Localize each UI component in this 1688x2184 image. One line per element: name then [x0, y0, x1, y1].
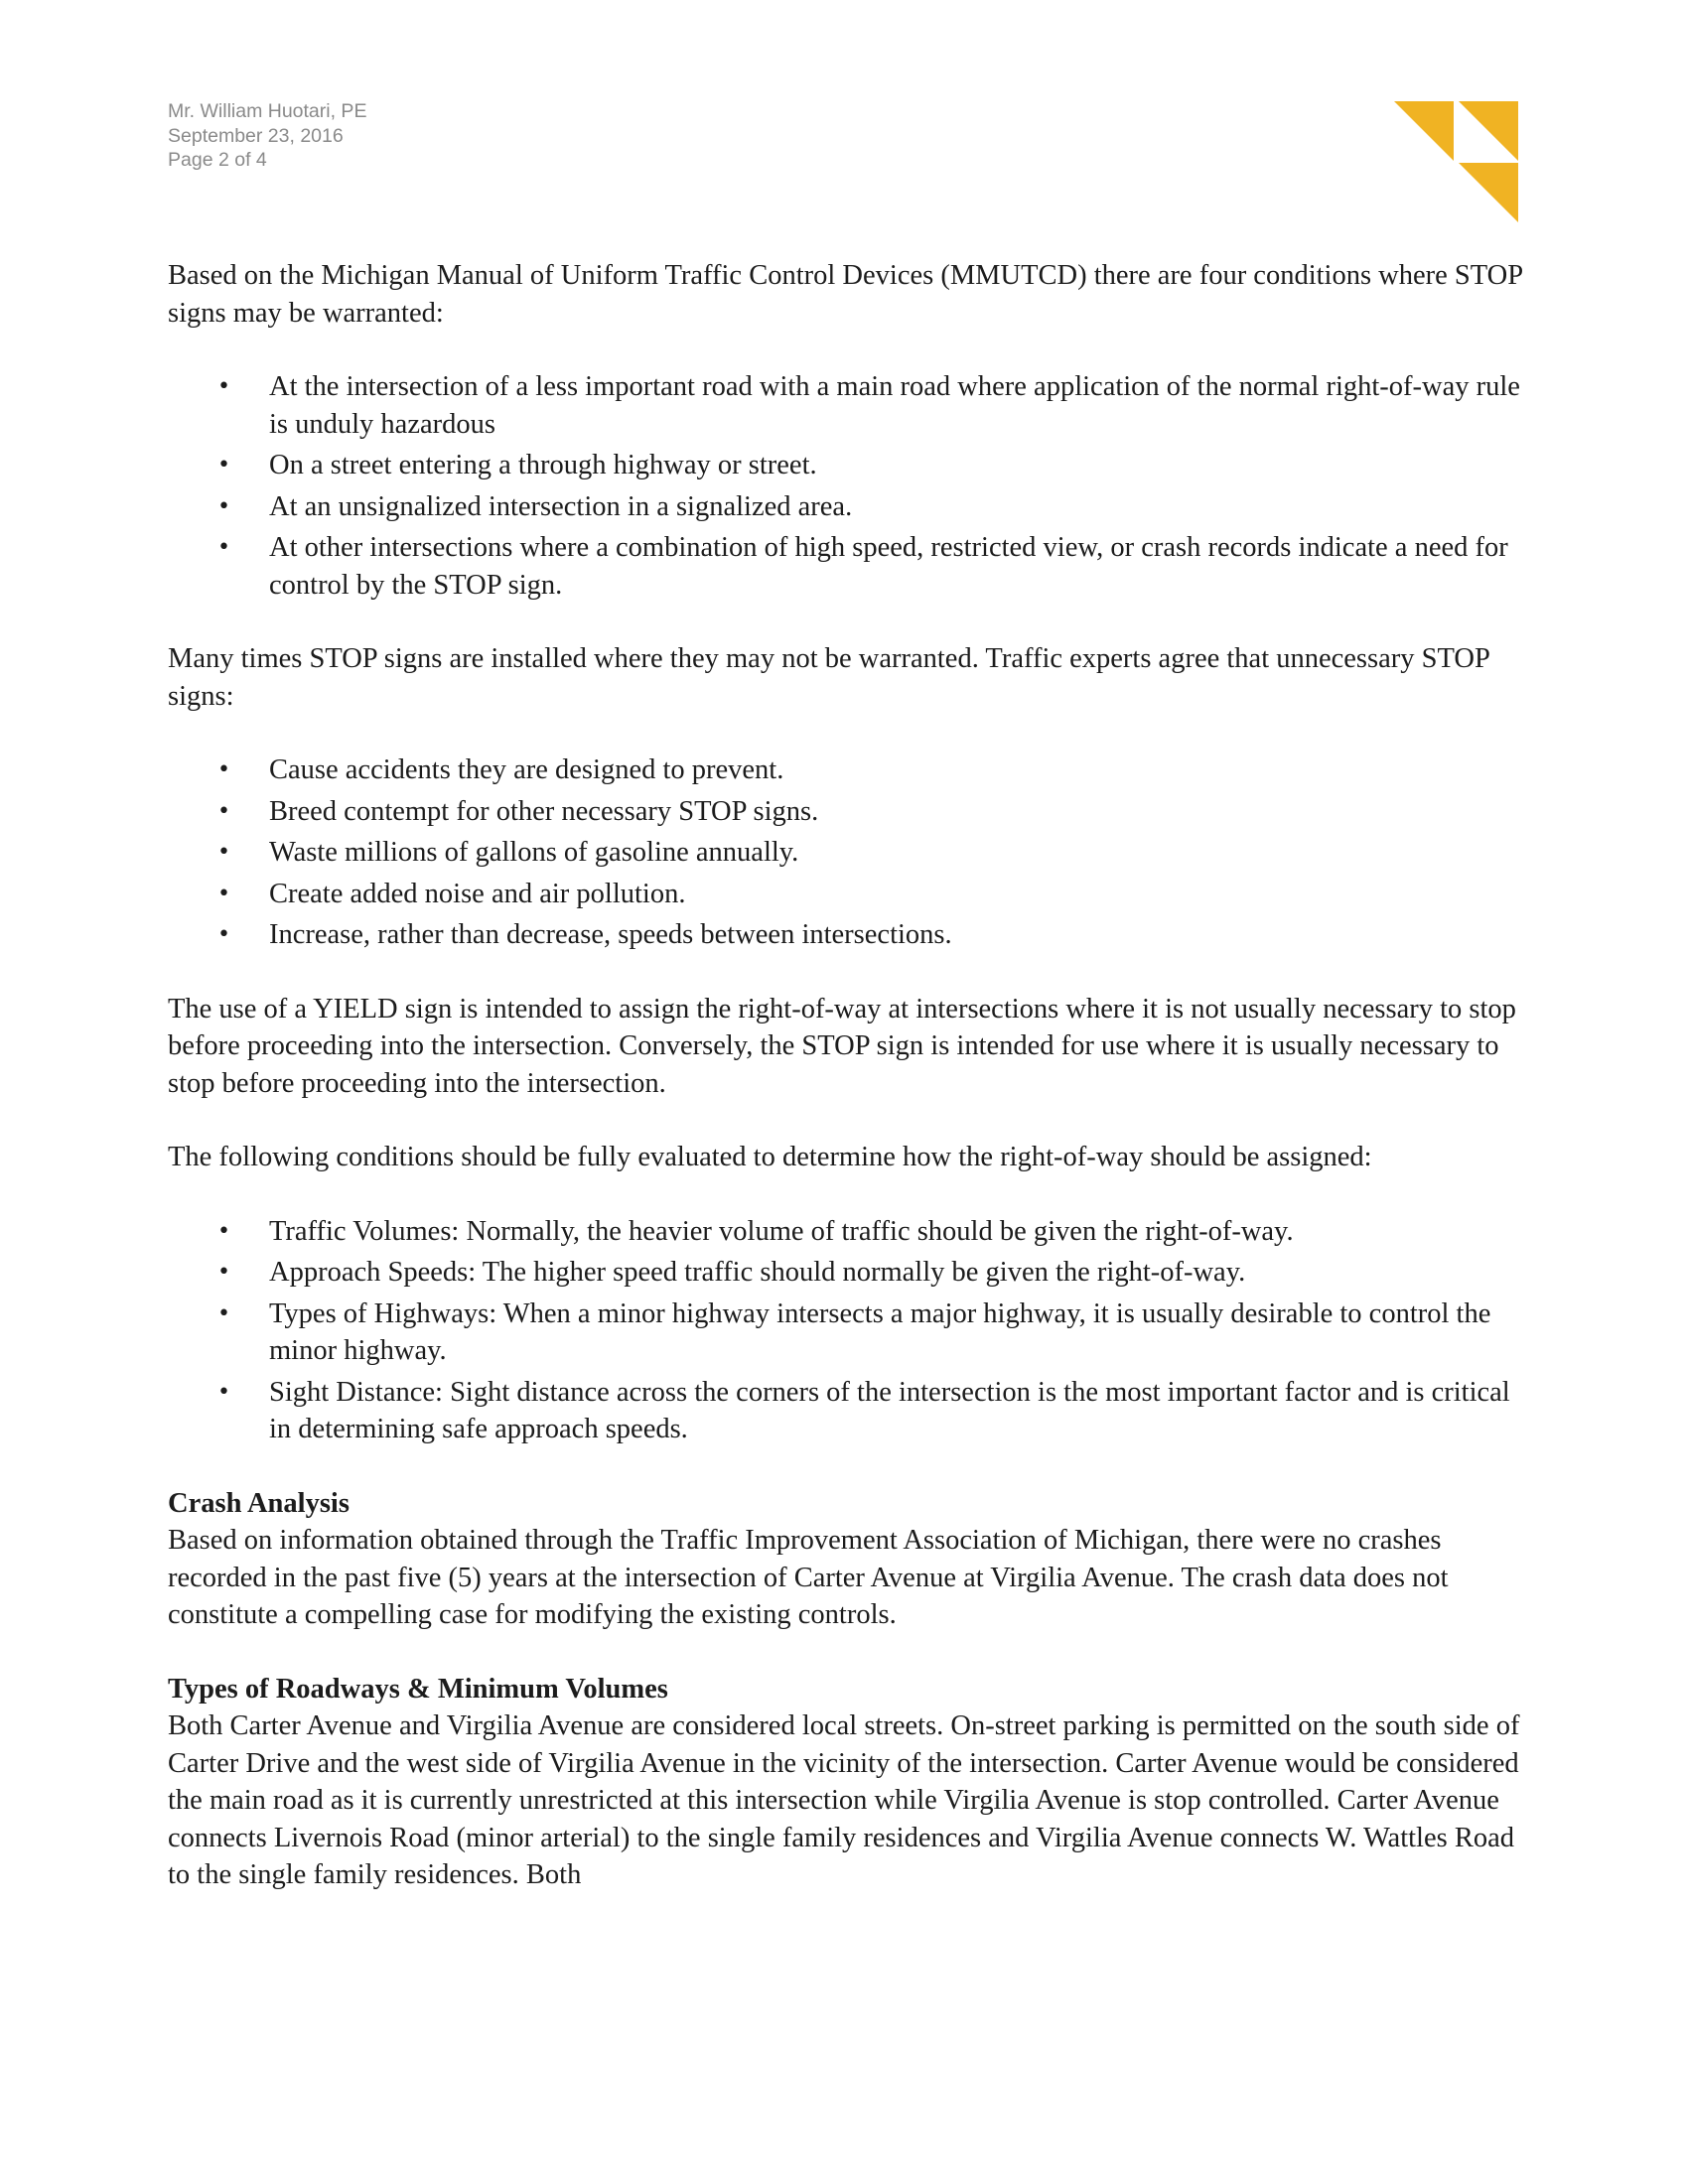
- page-number: Page 2 of 4: [168, 149, 267, 171]
- unnecessary-effects-list: [168, 751, 1528, 954]
- bullet-icon: •: [217, 840, 230, 865]
- list-item: • Increase, rather than decrease, speeds between intersections.: [168, 916, 1528, 954]
- crash-analysis-section: [168, 1485, 1528, 1634]
- bullet-icon: •: [217, 453, 230, 478]
- bullet-icon: •: [217, 798, 230, 824]
- list-item: • On a street entering a through highway or street.: [168, 447, 1528, 484]
- unnecessary-intro-paragraph: Many times STOP signs are installed where they may not be warranted. Traffic experts agree that unnecessary STOP signs:: [168, 643, 1489, 712]
- intro-paragraph: Based on the Michigan Manual of Uniform Traffic Control Devices (MMUTCD) there are four conditions where STOP signs may be warranted:: [168, 260, 1523, 329]
- recipient-name: Mr. William Huotari, PE: [168, 100, 367, 122]
- list-item: • Types of Highways: When a minor highway intersects a major highway, it is usually desirable to control the minor highway.: [168, 1296, 1528, 1370]
- bullet-icon: •: [217, 1260, 230, 1285]
- bullet-icon: •: [217, 757, 230, 782]
- roadways-heading: Types of Roadways & Minimum Volumes: [168, 1673, 668, 1705]
- yield-paragraph: The use of a YIELD sign is intended to assign the right-of-way at intersections where it is not usually necessary to stop before proceeding into the intersection. Conversely, the STOP sign is intended for use where it is usually necessary to stop before proceeding into the intersection.: [168, 993, 1516, 1099]
- list-item: • At other intersections where a combination of high speed, restricted view, or crash records indicate a need for control by the STOP sign.: [168, 529, 1528, 604]
- bullet-icon: •: [217, 1379, 230, 1405]
- list-item: • At the intersection of a less important road with a main road where application of the normal right-of-way rule is unduly hazardous: [168, 368, 1528, 443]
- list-item: • Sight Distance: Sight distance across the corners of the intersection is the most important factor and is critical in determining safe approach speeds.: [168, 1374, 1528, 1448]
- crash-analysis-text: Based on information obtained through the Traffic Improvement Association of Michigan, there were no crashes recorded in the past five (5) years at the intersection of Carter Avenue at Virgilia Avenue. The crash data does not constitute a compelling case for modifying the existing controls.: [168, 1525, 1449, 1630]
- letter-header: [168, 99, 366, 173]
- bullet-icon: •: [217, 922, 230, 947]
- bullet-icon: •: [217, 1300, 230, 1326]
- list-item: • Waste millions of gallons of gasoline annually.: [168, 834, 1528, 872]
- list-item: • Create added noise and air pollution.: [168, 876, 1528, 913]
- bullet-icon: •: [217, 1218, 230, 1244]
- logo-triangles-icon: [1394, 101, 1518, 222]
- warrant-conditions-list: [168, 368, 1528, 604]
- list-item: • Breed contempt for other necessary STOP signs.: [168, 793, 1528, 831]
- bullet-icon: •: [217, 493, 230, 519]
- roadways-text: Both Carter Avenue and Virgilia Avenue are considered local streets. On-street parking is permitted on the south side of Carter Drive and the west side of Virgilia Avenue in the vicinity of the intersection. Carter Avenue would be considered the main road as it is currently unrestricted at this intersection while Virgilia Avenue is stop controlled. Carter Avenue connects Livernois Road (minor arterial) to the single family residences and Virgilia Avenue connects W. Wattles Road to the single family residences. Both: [168, 1710, 1520, 1890]
- list-item: • Traffic Volumes: Normally, the heavier volume of traffic should be given the right-of-way.: [168, 1213, 1528, 1251]
- bullet-icon: •: [217, 374, 230, 399]
- list-item: • At an unsignalized intersection in a signalized area.: [168, 488, 1528, 526]
- conditions-intro-paragraph: The following conditions should be fully evaluated to determine how the right-of-way should be assigned:: [168, 1142, 1372, 1172]
- bullet-icon: •: [217, 535, 230, 560]
- bullet-icon: •: [217, 881, 230, 906]
- letter-body: [168, 257, 1528, 1931]
- list-item: • Cause accidents they are designed to prevent.: [168, 751, 1528, 789]
- letter-date: September 23, 2016: [168, 124, 344, 147]
- list-item: • Approach Speeds: The higher speed traffic should normally be given the right-of-way.: [168, 1254, 1528, 1292]
- crash-analysis-heading: Crash Analysis: [168, 1487, 350, 1519]
- evaluation-conditions-list: [168, 1213, 1528, 1448]
- roadways-section: [168, 1671, 1528, 1894]
